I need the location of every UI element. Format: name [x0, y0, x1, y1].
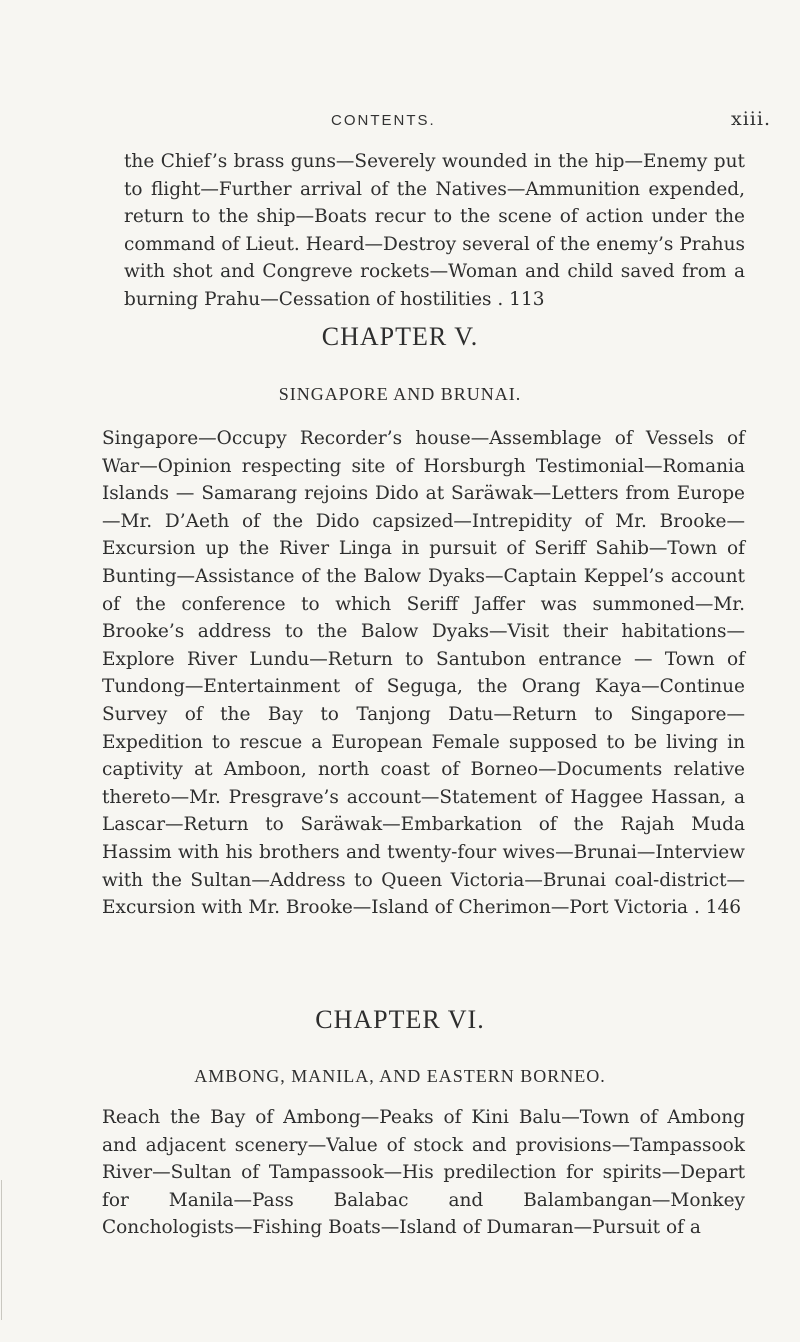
chapter-summary [102, 1104, 745, 1242]
chapter-heading: CHAPTER VI. [315, 1005, 485, 1034]
page-reference: 113 [509, 288, 545, 310]
intro-paragraph [124, 148, 745, 314]
chapter-title: SINGAPORE AND BRUNAI. [278, 384, 522, 404]
chapter-title: AMBONG, MANILA, AND EASTERN BORNEO. [194, 1066, 606, 1086]
page-edge-line [1, 1180, 2, 1320]
running-head: CONTENTS. [331, 112, 436, 129]
chapter-summary [102, 425, 745, 922]
paragraph-text: Singapore—Occupy Recorder’s house—Assemblage of Vessels of War—Opinion respecting site of Horsburgh Testimonial—Romania Islands — Samarang rejoins Dido at Saräwak—Letters from Europe—Mr. D’Aeth of the Dido capsized—Intrepidity of Mr. Brooke—Excursion up the River Linga in pursuit of Seriff Sahib—Town of Bunting—Assistance of the Balow Dyaks—Captain Keppel’s account of the conference to which Seriff Jaffer was summoned—Mr. Brooke’s address to the Balow Dyaks—Visit their habitations—Explore River Lundu—Return to Santubon entrance — Town of Tundong—Entertainment of Seguga, the Orang Kaya—Continue Survey of the Bay to Tanjong Datu—Return to Singapore—Expedition to rescue a European Female supposed to be living in captivity at Amboon, north coast of Borneo—Documents relative thereto—Mr. Presgrave’s account—Statement of Haggee Hassan, a Lascar—Return to Saräwak—Embarkation of the Rajah Muda Hassim with his brothers and twenty-four wives—Brunai—Interview with the Sultan—Address to Queen Victoria—Brunai coal-district—Excursion with Mr. Brooke—Island of Cherimon—Port Victoria . [102, 428, 745, 919]
paragraph-text: the Chief’s brass guns—Severely wounded in the hip—Enemy put to flight—Further arrival of the Natives—Ammunition expended, return to the ship—Boats recur to the scene of action under the command of Lieut. Heard—Destroy several of the enemy’s Prahus with shot and Congreve rockets—Woman and child saved from a burning Prahu—Cessation of hostilities . [124, 151, 745, 310]
page-reference: 146 [705, 897, 742, 919]
page-number: xiii. [731, 108, 771, 130]
paragraph-text: Reach the Bay of Ambong—Peaks of Kini Balu—Town of Ambong and adjacent scenery—Value of stock and provisions—Tampassook River—Sultan of Tampassook—His predilection for spirits—Depart for Manila—Pass Balabac and Balambangan—Monkey Conchologists—Fishing Boats—Island of Dumaran—Pursuit of a [102, 1107, 745, 1239]
chapter-heading: CHAPTER V. [321, 322, 479, 351]
